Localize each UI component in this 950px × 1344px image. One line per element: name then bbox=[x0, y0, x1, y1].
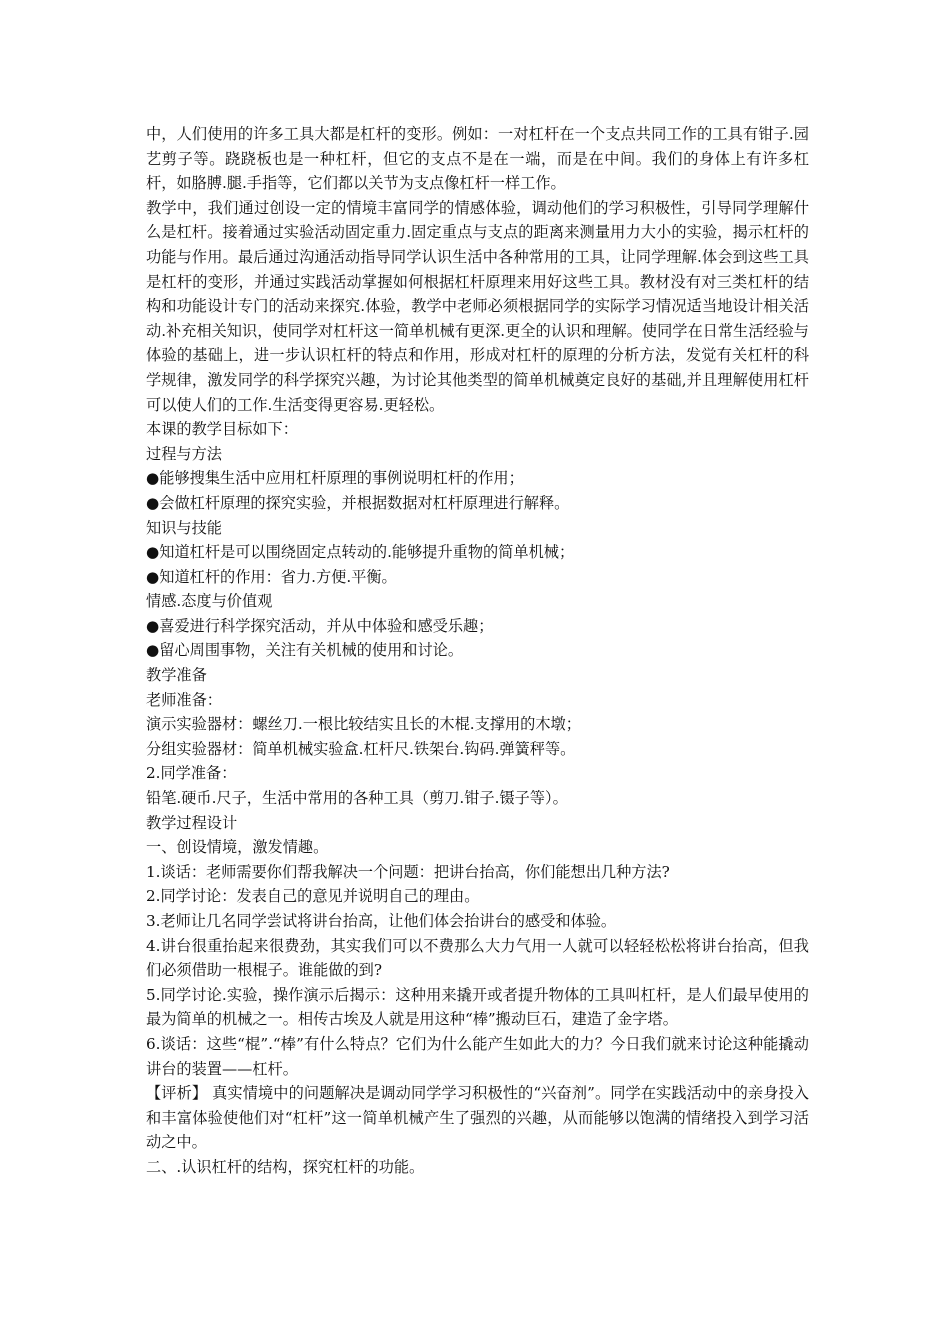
bullet-item: ●知道杠杆的作用：省力.方便.平衡。 bbox=[146, 567, 397, 586]
paragraph-teaching-overview: 教学中，我们通过创设一定的情境丰富同学的情感体验，调动他们的学习积极性，引导同学理解什么是杠杆。接着通过实验活动固定重力.固定重点与支点的距离来测量用力大小的实验，揭示杠杆的功能与作用。最后通过沟通活动指导同学认识生活中各种常用的工具，让同学理解.体会到这些工具是杠杆的变形，并通过实践活动掌握如何根据杠杆原理来用好这些工具。教材没有对三类杠杆的结构和功能设计专门的活动来探究.体验，教学中老师必须根据同学的实际学习情况适当地设计相关活动.补充相关知识，使同学对杠杆这一简单机械有更深.更全的认识和理解。使同学在日常生活经验与体验的基础上，进一步认识杠杆的特点和作用，形成对杠杆的原理的分析方法，发觉有关杠杆的科学规律，激发同学的科学探究兴趣，为讨论其他类型的简单机械奠定良好的基础,并且理解使用杠杆可以使人们的工作.生活变得更容易.更轻松。 bbox=[146, 198, 809, 414]
heading-process-design: 教学过程设计 bbox=[146, 813, 238, 832]
numbered-step: 1.谈话：老师需要你们帮我解决一个问题：把讲台抬高，你们能想出几种方法? bbox=[146, 862, 670, 881]
demo-equipment-line: 演示实验器材：螺丝刀.一根比较结实且长的木棍.支撑用的木墩； bbox=[146, 715, 581, 734]
heading-knowledge-skills: 知识与技能 bbox=[146, 518, 222, 537]
teacher-preparation-label: 老师准备： bbox=[146, 690, 222, 709]
bullet-item: ●喜爱进行科学探究活动，并从中体验和感受乐趣； bbox=[146, 616, 494, 635]
paragraph-lever-examples: 中，人们使用的许多工具大都是杠杆的变形。例如：一对杠杆在一个支点共同工作的工具有钳子.园艺剪子等。跷跷板也是一种杠杆，但它的支点不是在一端，而是在中间。我们的身体上有许多杠杆，如胳膊.腿.手指等，它们都以关节为支点像杠杆一样工作。 bbox=[146, 125, 809, 193]
commentary-paragraph: 【评析】 真实情境中的问题解决是调动同学学习积极性的“兴奋剂”。同学在实践活动中的亲身投入和丰富体验使他们对“杠杆”这一简单机械产生了强烈的兴趣，从而能够以饱满的情绪投入到学习活动之中。 bbox=[146, 1084, 809, 1152]
bullet-item: ●能够搜集生活中应用杠杆原理的事例说明杠杆的作用； bbox=[146, 469, 524, 488]
numbered-step: 5.同学讨论.实验，操作演示后揭示：这种用来撬开或者提升物体的工具叫杠杆，是人们最早使用的最为简单的机械之一。相传古埃及人就是用这种“棒”搬动巨石，建造了金字塔。 bbox=[146, 985, 809, 1029]
bullet-item: ●知道杠杆是可以围绕固定点转动的.能够提升重物的简单机械； bbox=[146, 543, 575, 562]
numbered-step: 3.老师让几名同学尝试将讲台抬高，让他们体会抬讲台的感受和体验。 bbox=[146, 912, 617, 930]
section-heading-two: 二、.认识杠杆的结构，探究杠杆的功能。 bbox=[146, 1157, 425, 1176]
document-page bbox=[146, 122, 809, 1180]
heading-emotion-attitude: 情感.态度与价值观 bbox=[146, 592, 273, 611]
student-materials-line: 铅笔.硬币.尺子，生活中常用的各种工具（剪刀.钳子.镊子等）。 bbox=[146, 789, 568, 808]
section-heading-one: 一、创设情境，激发情趣。 bbox=[146, 838, 329, 857]
numbered-step: 6.谈话：这些“棍”.“棒”有什么特点？它们为什么能产生如此大的力？今日我们就来讨论这种能撬动讲台的装置——杠杆。 bbox=[146, 1034, 809, 1078]
numbered-step: 2.同学讨论：发表自己的意见并说明自己的理由。 bbox=[146, 887, 480, 906]
student-preparation-label: 2.同学准备： bbox=[146, 764, 237, 783]
numbered-step: 4.讲台很重抬起来很费劲，其实我们可以不费那么大力气用一人就可以轻轻松松将讲台抬高，但我们必须借助一根棍子。谁能做的到? bbox=[146, 936, 809, 980]
heading-process-method: 过程与方法 bbox=[146, 444, 222, 463]
group-equipment-line: 分组实验器材：简单机械实验盒.杠杆尺.铁架台.钩码.弹簧秤等。 bbox=[146, 739, 576, 758]
bullet-item: ●留心周围事物，关注有关机械的使用和讨论。 bbox=[146, 641, 464, 660]
bullet-item: ●会做杠杆原理的探究实验，并根据数据对杠杆原理进行解释。 bbox=[146, 493, 570, 512]
heading-teaching-preparation: 教学准备 bbox=[146, 666, 207, 685]
objectives-intro: 本课的教学目标如下： bbox=[146, 420, 298, 439]
